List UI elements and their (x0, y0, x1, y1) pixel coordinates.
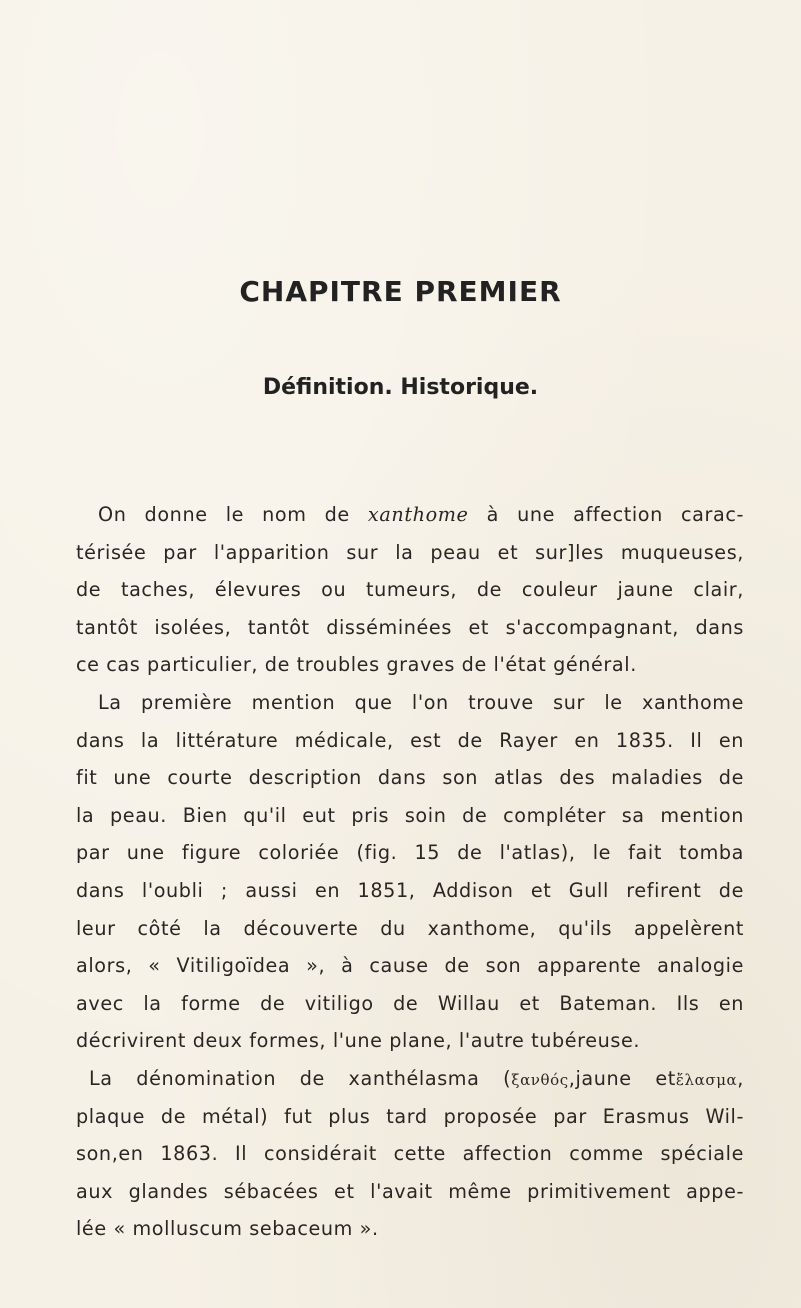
text-line: leur côté la découverte du xanthome, qu'ils appelèrent (76, 916, 744, 940)
text-line: térisée par l'apparition sur la peau et sur]les muqueuses, (76, 540, 744, 564)
text-line: dans la littérature médicale, est de Rayer en 1835. Il en (76, 728, 744, 752)
text-line: fit une courte description dans son atlas des maladies de (76, 766, 744, 790)
text-line: tantôt isolées, tantôt disséminées et s'accompagnant, dans (76, 615, 744, 639)
greek-word-xanthos: ξανθός (511, 1070, 569, 1089)
greek-word-elasma: ἔλασμα (675, 1070, 738, 1089)
text-line: de taches, élevures ou tumeurs, de couleur jaune clair, (76, 578, 744, 602)
text-line: décrivirent deux formes, l'une plane, l'autre tubéreuse. (76, 1029, 641, 1053)
text-line: la peau. Bien qu'il eut pris soin de compléter sa mention (76, 803, 744, 827)
text-line: plaque de métal) fut plus tard proposée par Erasmus Wil- (76, 1104, 744, 1128)
text-line: par une figure coloriée (fig. 15 de l'atlas), le fait tomba (76, 841, 744, 865)
text-line: lée « molluscum sebaceum ». (76, 1217, 379, 1241)
text-line: La première mention que l'on trouve sur le xanthome (98, 690, 744, 714)
body-text (76, 496, 744, 1248)
text-line: avec la forme de vitiligo de Willau et Bateman. Ils en (76, 991, 744, 1015)
term-xanthome: xanthome (367, 503, 469, 526)
text-line: alors, « Vitiligoïdea », à cause de son apparente analogie (76, 954, 744, 978)
text-line: ce cas particulier, de troubles graves de l'état général. (76, 653, 637, 677)
text-line: La dénomination de xanthélasma (ξανθός,jaune etἔλασμα, (89, 1066, 744, 1090)
chapter-title: CHAPITRE PREMIER (239, 275, 562, 308)
text-line: On donne le nom de xanthome à une affection carac- (98, 503, 744, 526)
text-line: dans l'oubli ; aussi en 1851, Addison et Gull refirent de (76, 878, 744, 902)
text-line: son,en 1863. Il considérait cette affection comme spéciale (76, 1142, 744, 1166)
section-subtitle: Définition. Historique. (262, 375, 539, 400)
text-line: aux glandes sébacées et l'avait même primitivement appe- (76, 1179, 744, 1203)
